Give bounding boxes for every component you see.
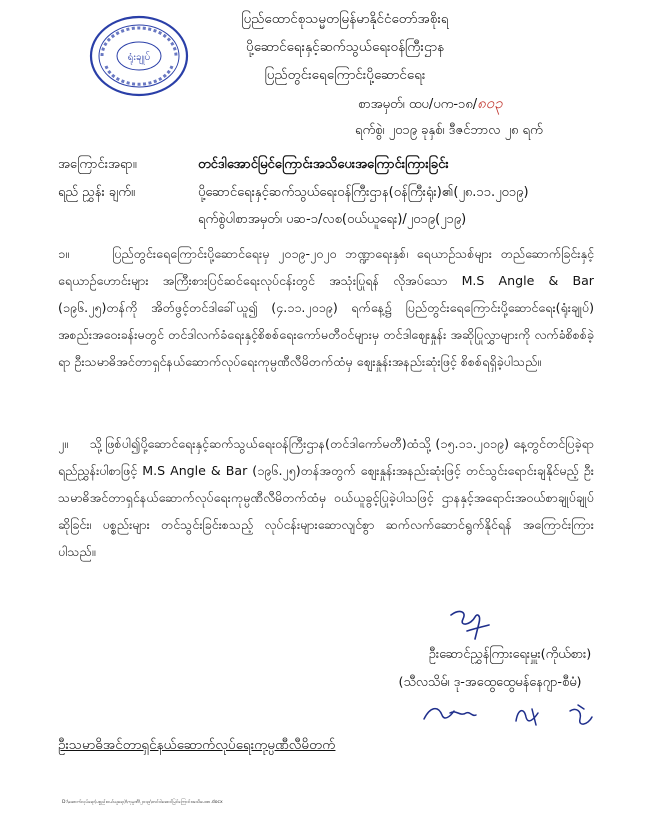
- header-ministry: ပို့ဆောင်ရေးနှင့်ဆက်သွယ်ရေးဝန်ကြီးဌာန: [246, 39, 444, 55]
- recipient: ဦးသမာဓိအင်တာရှင်နယ်ဆောက်လုပ်ရေးကုမ္ပဏီလီမိတက်: [58, 737, 336, 753]
- paragraph-2-number: ၂။: [58, 436, 68, 451]
- reference-line-1: ပို့ဆောင်ရေးနှင့်ဆက်သွယ်ရေးဝန်ကြီးဌာန(ဝန်ကြီးရုံး)၏(၂၈.၁၁.၂၀၁၉): [198, 185, 529, 200]
- paragraph-2-text: သို့ဖြစ်ပါ၍ပို့ဆောင်ရေးနှင့်ဆက်သွယ်ရေးဝန်ကြီးဌာန(တင်ဒါကော်မတီ)ထံသို့ (၁၅.၁၁.၂၀၁၉) နေ့တွင်တင်ပြခဲ့ရာ ရည်ညွှန်းပါစာဖြင့် M.S Angle & Bar (၁၉၆.၂၅)တန်အတွက် ဈေးနှုန်းအနည်းဆုံးဖြင့် တင်သွင်းရောင်းချနိုင်မည့် ဦးသမာဓိအင်တာရှင်နယ်ဆောက်လုပ်ရေးကုမ္ပဏီလီမိတက်ထံမှ ဝယ်ယူခွင့်ပြုခဲ့ပါသဖြင့် ဌာနနှင့်အရောင်းအဝယ်စာချုပ်ချုပ်ဆိုခြင်း၊ ပစ္စည်းများ တင်သွင်းခြင်းစသည့် လုပ်ငန်းများဆောလျင်စွာ ဆက်လက်ဆောင်ရွက်နိုင်ရန် အကြောင်းကြားပါသည်။: [58, 436, 594, 559]
- paragraph-1-number: ၁။: [58, 246, 69, 261]
- subject-label: အကြောင်းအရာ။: [58, 157, 137, 172]
- signatory-title: ဦးဆောင်ညွှန်ကြားရေးမှူး(ကိုယ်စား): [428, 647, 592, 662]
- reference-label: ရည် ညွှန်း ချက်။: [58, 185, 135, 200]
- footer-file-path: D:\ဆောက်လုပ်ရေး(ပစ္စည်းဝယ်ယူရေး)\ကုမ္ပဏီ\၂၀၁၉\တင်ဒါအောင်မြင်ကြောင်းအသိပေးစာ.docx: [62, 800, 223, 805]
- header-government: ပြည်ထောင်စုသမ္မတမြန်မာနိုင်ငံတော်အစိုးရ: [241, 11, 449, 27]
- subject-value: တင်ဒါအောင်မြင်ကြောင်းအသိပေးအကြောင်းကြားခြင်း: [198, 157, 449, 172]
- paragraph-1-text: ပြည်တွင်းရေကြောင်းပို့ဆောင်ရေးမှ ၂၀၁၉-၂၀၂၀ ဘဏ္ဍာရေးနှစ်၊ ရေယာဉ်သစ်များ တည်ဆောက်ခြင်းနှင့် ရေယာဉ်ဟောင်းများ အကြီးစားပြင်ဆင်ရေးလုပ်ငန်းတွင် အသုံးပြုရန် လိုအပ်သော M.S Angle & Bar (၁၉၆.၂၅)တန်ကို အိတ်ဖွင့်တင်ဒါခေါ်ယူ၍ (၄.၁၁.၂၀၁၉) ရက်နေ့၌ ပြည်တွင်းရေကြောင်းပို့ဆောင်ရေး(ရုံးချုပ်) အစည်းအဝေးခန်းမတွင် တင်ဒါလက်ခံရေးနှင့်စိစစ်ရေးကော်မတီဝင်များမှ တင်ဒါဈေးနှုန်း အဆိုပြုလွှာများကို လက်ခံစိစစ်ခဲ့ရာ ဦးသမာဓိအင်တာရှင်နယ်ဆောက်လုပ်ရေးကုမ္ပဏီလီမိတက်ထံမှ ဈေးနှုန်းအနည်းဆုံးဖြင့် စိစစ်ရရှိခဲ့ပါသည်။: [58, 246, 594, 369]
- letter-date: ရက်စွဲ၊ ၂၀၁၉ ခုနှစ်၊ ဒီဇင်ဘာလ ၂၈ ရက်: [355, 123, 543, 138]
- reference-number: [358, 94, 503, 116]
- reference-handwritten-number: ၈၀၃: [477, 94, 503, 112]
- paragraph-2: [58, 430, 594, 590]
- svg-text:ရုံးချုပ်: ရုံးချုပ်: [127, 52, 151, 63]
- paragraph-1: [58, 240, 594, 420]
- handwritten-initials: [420, 695, 620, 735]
- handwritten-signature: [445, 605, 495, 645]
- signatory-name: (သီလသိမ်၊ ဒု-အထွေထွေမန်နေဂျာ-စီမံ): [398, 675, 582, 690]
- header-department: ပြည်တွင်းရေကြောင်းပို့ဆောင်ရေး: [264, 67, 426, 83]
- reference-prefix: စာအမှတ်၊ ထပ/ပက-၁၈/: [358, 97, 478, 112]
- reference-line-2: ရက်စွဲပါစာအမှတ်၊ ပဆ-၁/လစ(ဝယ်ယူရေး)/၂၀၁၉(၂၁၉): [198, 212, 467, 227]
